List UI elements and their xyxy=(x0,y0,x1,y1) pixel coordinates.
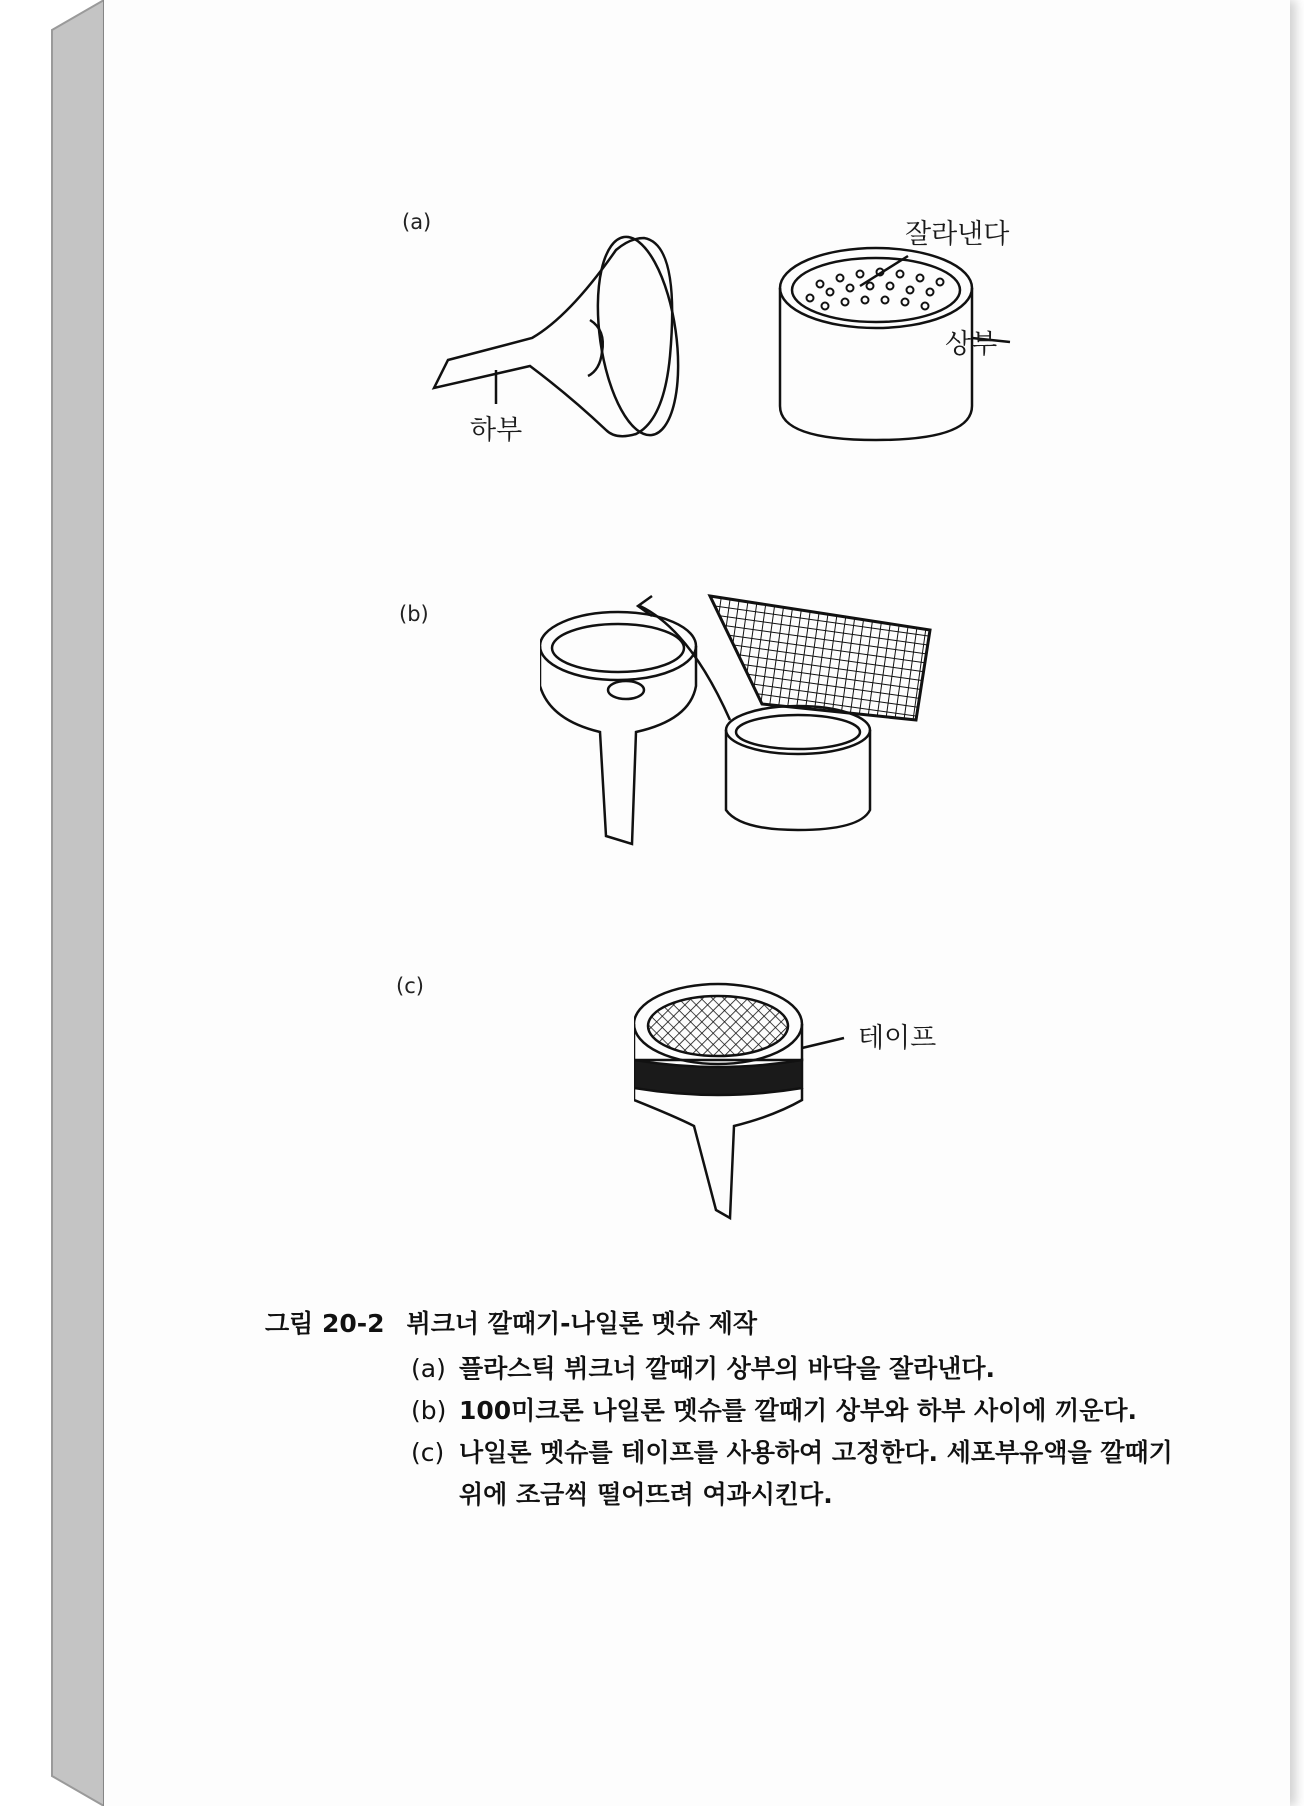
callout-tape: 테이프 xyxy=(858,1023,937,1054)
callout-top: 상부 xyxy=(945,329,998,360)
panel-c-label: (c) xyxy=(396,974,424,998)
panel-c-illustration xyxy=(634,976,954,1226)
caption-item-text: 100미크론 나일론 멧슈를 깔때기 상부와 하부 사이에 끼운다. xyxy=(459,1396,1138,1425)
caption-title-line xyxy=(265,1306,1185,1342)
caption-item-key: (a) xyxy=(411,1354,446,1383)
caption-item-b xyxy=(411,1390,1185,1432)
callout-bottom: 하부 xyxy=(470,415,523,446)
caption-item-text: 나일론 멧슈를 테이프를 사용하여 고정한다. 세포부유액을 깔때기 위에 조금씩 떨어뜨려 여과시킨다. xyxy=(459,1438,1173,1509)
caption-number: 그림 20-2 xyxy=(265,1309,385,1338)
panel-b-illustration xyxy=(540,590,940,850)
caption-item-text: 플라스틱 뷔크너 깔때기 상부의 바닥을 잘라낸다. xyxy=(459,1354,996,1383)
caption-item-key: (c) xyxy=(411,1438,445,1467)
callout-cut: 잘라낸다 xyxy=(905,219,1010,250)
caption-item-key: (b) xyxy=(411,1396,447,1425)
caption-item-a xyxy=(411,1348,1185,1390)
caption-item-c xyxy=(411,1432,1185,1516)
figure-caption xyxy=(265,1306,1185,1516)
panel-b-label: (b) xyxy=(399,602,429,626)
panel-a-label: (a) xyxy=(402,210,432,234)
caption-title: 뷔크너 깔때기-나일론 멧슈 제작 xyxy=(406,1309,758,1338)
